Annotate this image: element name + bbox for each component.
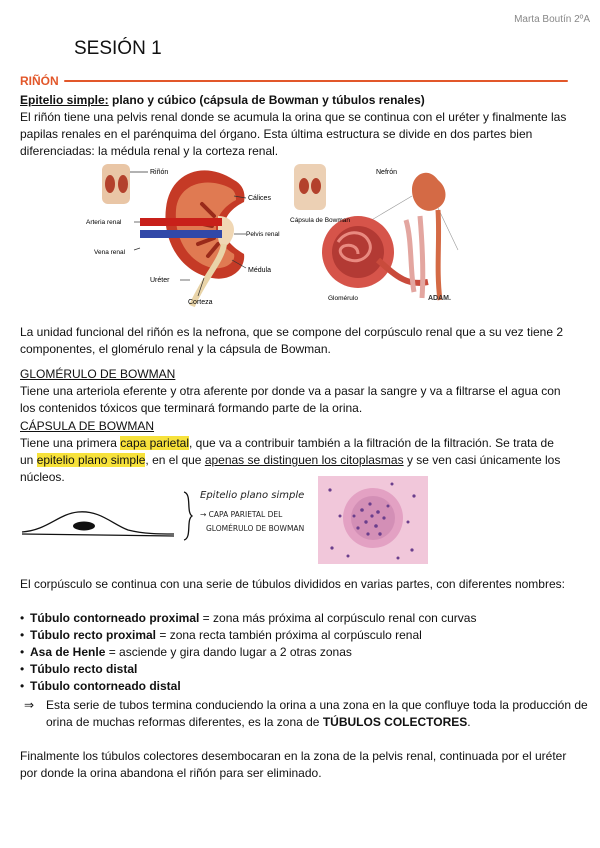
nephron-paragraph: La unidad funcional del riñón es la nefrona, que se compone del corpúsculo renal que a su vez tiene 2 componentes, el glomérulo renal y la cápsula de Bowman.: [20, 325, 564, 356]
tubule-name: Túbulo contorneado distal: [30, 679, 181, 693]
tubules-list: [20, 610, 568, 695]
list-item: [20, 610, 568, 627]
label-rinon: Riñón: [150, 169, 169, 176]
list-item: [20, 644, 568, 661]
list-item: [20, 678, 568, 695]
nephron-figure: [288, 160, 474, 306]
tubule-name: Túbulo recto distal: [30, 662, 138, 676]
tubule-name: Asa de Henle: [30, 645, 106, 659]
label-arteria: Arteria renal: [86, 219, 122, 226]
collector-bold: TÚBULOS COLECTORES: [322, 715, 468, 729]
section-header: [20, 74, 568, 88]
nucleus-shape: [73, 522, 95, 531]
highlight-capa-parietal: capa parietal: [120, 436, 189, 450]
label-calices: Cálices: [248, 195, 271, 202]
tubule-description: = asciende y gira dando lugar a 2 otras zonas: [105, 645, 352, 659]
epithelium-line: [20, 92, 568, 109]
epithelium-description: plano y cúbico (cápsula de Bowman y túbulos renales): [108, 93, 425, 107]
renal-vein: [140, 230, 222, 238]
arrow-icon: ⇒: [24, 698, 35, 712]
label-vena: Vena renal: [94, 249, 126, 256]
handwritten-line-1: Epitelio plano simple: [200, 490, 305, 501]
flat-cell-sketch: [18, 500, 178, 544]
label-ureter: Uréter: [150, 277, 170, 284]
glomerulus-paragraph: Tiene una arteriola eferente y otra aferente por donde va a pasar la sangre y va a filtrarse el agua con los contenidos tóxicos que terminará formando parte de la orina.: [20, 384, 561, 415]
label-medula: Médula: [248, 267, 271, 274]
collector-text: Esta serie de tubos termina conduciendo la orina a una zona en la que confluye toda la producción de orina de muchas reformas diferentes, es la zona de: [46, 698, 588, 729]
capsule-text-4: y se ven casi únicamente los núcleos.: [20, 453, 561, 484]
section-divider: [64, 80, 568, 82]
tubule-name: Túbulo contorneado proximal: [30, 611, 200, 625]
highlight-epitelio: epitelio plano simple: [36, 453, 146, 467]
kidney-anatomy-figure: [84, 160, 280, 306]
renal-artery: [140, 218, 222, 226]
capsule-text-2: , que va a contribuir también a la filtración de la filtración. Se trata de un: [20, 436, 554, 467]
session-title: SESIÓN 1: [74, 38, 162, 59]
collector-end: .: [467, 715, 471, 729]
adam-logo: ADAM.: [428, 295, 451, 302]
handwritten-line-2: → CAPA PARIETAL DEL: [200, 510, 283, 519]
capsule-heading: CÁPSULA DE BOWMAN: [20, 419, 155, 433]
label-glomerulo: Glomérulo: [328, 295, 358, 302]
underline-citoplasmas: apenas se distinguen los citoplasmas: [204, 453, 404, 467]
conclusion-paragraph: Finalmente los túbulos colectores desembocaran en la zona de la pelvis renal, continuada por el uréter por donde la orina abandona el riñón para ser eliminado.: [20, 749, 567, 780]
handwritten-line-3: GLOMÉRULO DE BOWMAN: [206, 524, 305, 533]
list-item: [20, 661, 568, 678]
capsule-paragraph: [20, 435, 568, 486]
label-corteza: Corteza: [188, 299, 213, 306]
capsule-text-1: Tiene una primera: [20, 436, 121, 450]
intro-paragraph: El riñón tiene una pelvis renal donde se acumula la orina que se continua con el uréter y finalmente las papilas renales en el parénquima del órgano. Esta última estructura se divide en dos partes bien diferenciadas: la médula renal y la corteza renal.: [20, 110, 567, 158]
tubule-name: Túbulo recto proximal: [30, 628, 157, 642]
section-title: RIÑÓN: [20, 74, 59, 88]
histology-micrograph: [318, 476, 428, 564]
capsule-text-3: , en el que: [145, 453, 205, 467]
label-nefron: Nefrón: [376, 169, 398, 176]
author-label: Marta Boutín 2ºA: [514, 14, 590, 25]
collector-note: [20, 697, 594, 731]
list-item: [20, 627, 568, 644]
tubule-description: = zona recta también próxima al corpúsculo renal: [156, 628, 422, 642]
brace-sketch: [180, 490, 196, 542]
label-capsula: Cápsula de Bowman: [290, 217, 350, 224]
glomerulus-heading: GLOMÉRULO DE BOWMAN: [20, 367, 176, 381]
label-pelvis: Pelvis renal: [246, 231, 280, 238]
tubules-intro: El corpúsculo se continua con una serie de túbulos divididos en varias partes, con diferentes nombres:: [20, 577, 565, 591]
epithelium-label: Epitelio simple:: [20, 93, 109, 107]
tubule-description: = zona más próxima al corpúsculo renal con curvas: [199, 611, 477, 625]
